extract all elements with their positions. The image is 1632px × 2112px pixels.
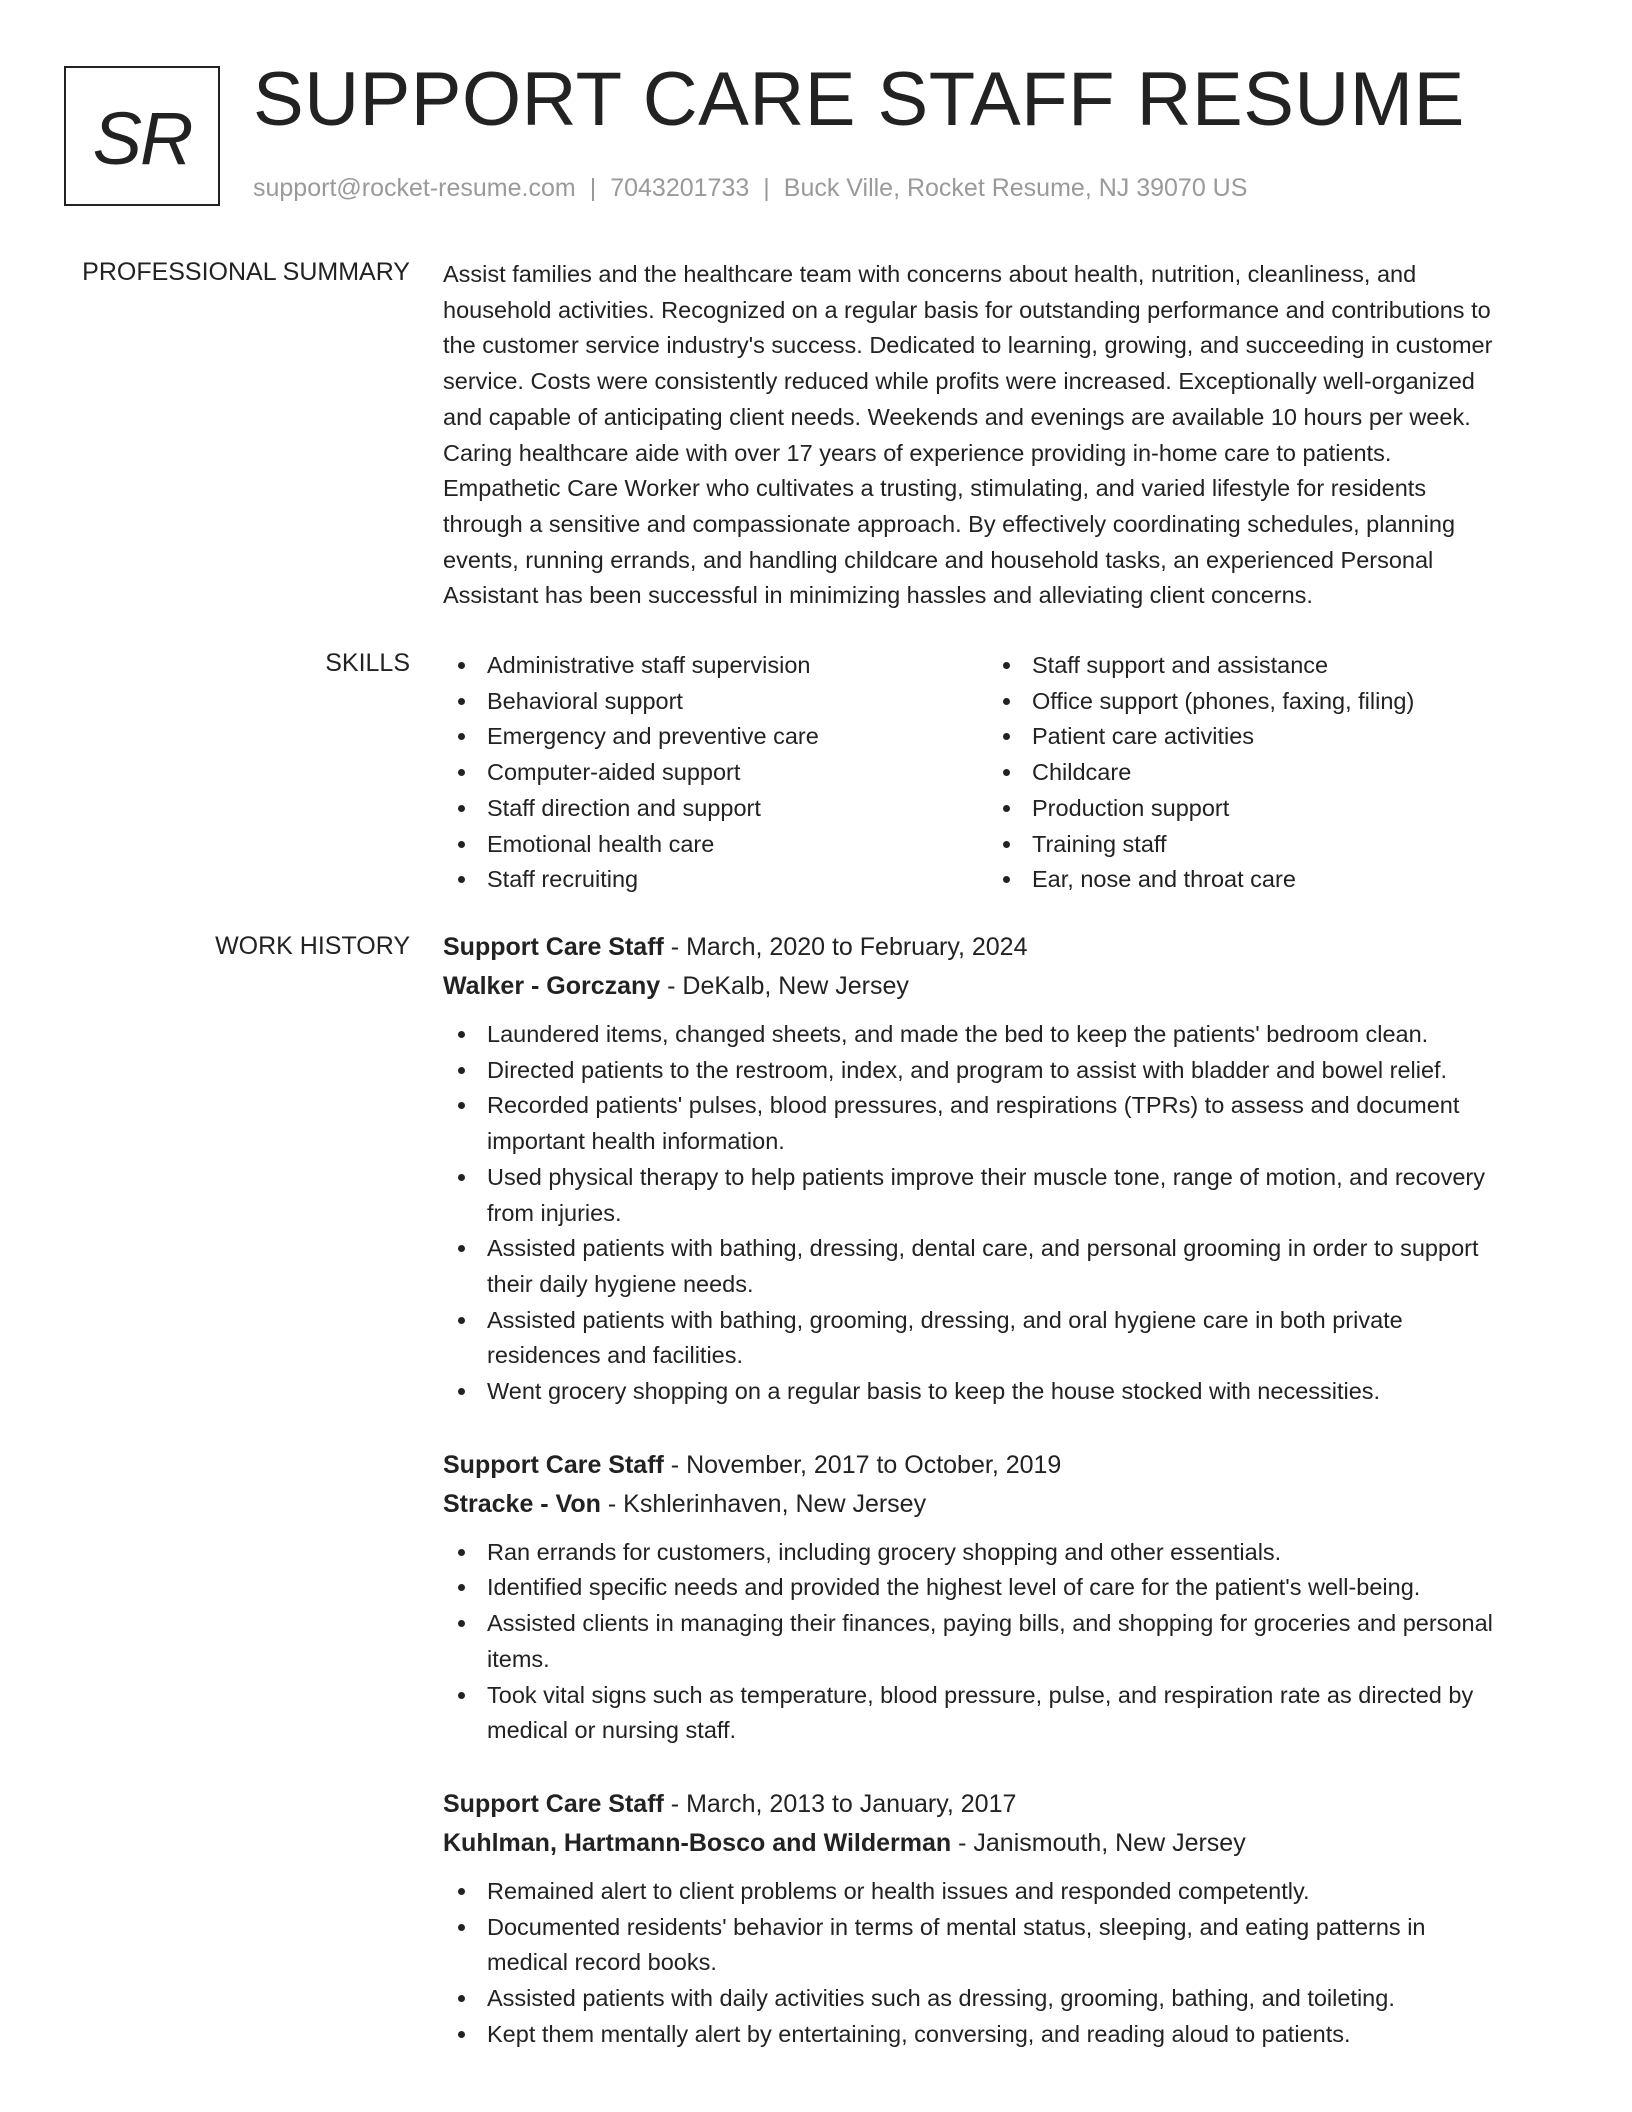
duty-item	[443, 1231, 1563, 1302]
job-dates: - November, 2017 to October, 2019	[663, 1450, 1062, 1479]
section-label-summary: PROFESSIONAL SUMMARY	[82, 258, 410, 286]
monogram-initials: SR	[92, 96, 192, 180]
duty-line: Laundered items, changed sheets, and made the bed to keep the patients' bedroom clean.	[487, 1021, 1429, 1047]
duty-line: Assisted clients in managing their finances, paying bills, and shopping for groceries and personal	[487, 1610, 1493, 1637]
job-company: Walker - Gorczany	[443, 972, 661, 1000]
summary-line: the customer service industry's success. Dedicated to learning, growing, and succeeding in customer	[443, 332, 1493, 359]
skill-item: Computer-aided support	[443, 755, 988, 791]
job-title-line	[443, 1446, 1563, 1485]
skills-grid	[443, 648, 1563, 898]
skill-item: Ear, nose and throat care	[988, 862, 1533, 898]
skill-item: Emergency and preventive care	[443, 719, 988, 755]
duty-item	[443, 2017, 1563, 2053]
job-entry	[443, 1446, 1563, 1749]
job-title-line	[443, 928, 1563, 967]
duty-line: Remained alert to client problems or health issues and responded competently.	[487, 1877, 1310, 1904]
skill-item: Administrative staff supervision	[443, 648, 988, 684]
job-title: Support Care Staff	[443, 1450, 664, 1479]
resume-title: SUPPORT CARE STAFF RESUME	[253, 57, 1465, 142]
job-duties	[443, 1874, 1563, 2053]
job-entry	[443, 928, 1563, 1410]
duty-line: Assisted patients with bathing, grooming, dressing, and oral hygiene care in both private	[487, 1306, 1403, 1333]
skills-column-left	[443, 648, 988, 898]
contact-separator: |	[589, 174, 597, 202]
contact-separator: |	[763, 174, 770, 202]
duty-item	[443, 1303, 1563, 1374]
skill-item: Behavioral support	[443, 684, 988, 720]
duty-item	[443, 1017, 1563, 1053]
duty-line: important health information.	[487, 1128, 785, 1155]
contact-line	[253, 174, 1247, 203]
job-company: Stracke - Von	[443, 1489, 601, 1518]
duty-item	[443, 1678, 1563, 1749]
job-company-line	[443, 1824, 1563, 1863]
duty-line: Assisted patients with bathing, dressing, dental care, and personal grooming in order to support	[487, 1235, 1479, 1262]
job-title-line	[443, 1785, 1563, 1824]
skill-item: Childcare	[988, 755, 1533, 791]
skill-item: Production support	[988, 791, 1533, 827]
skills-column-right	[988, 648, 1533, 898]
contact-phone[interactable]: 7043201733	[610, 174, 750, 202]
section-label-skills: SKILLS	[325, 649, 410, 677]
duty-line: Went grocery shopping on a regular basis to keep the house stocked with necessities.	[487, 1378, 1381, 1405]
job-company-line	[443, 1485, 1563, 1524]
summary-line: Empathetic Care Worker who cultivates a trusting, stimulating, and varied lifestyle for residents	[443, 475, 1427, 502]
job-company: Kuhlman, Hartmann-Bosco and Wilderman	[443, 1828, 952, 1857]
skill-item: Staff direction and support	[443, 791, 988, 827]
summary-line: through a sensitive and compassionate approach. By effectively coordinating schedules, planning	[443, 510, 1456, 537]
job-duties	[443, 1535, 1563, 1749]
skill-item: Emotional health care	[443, 827, 988, 863]
summary-line: Caring healthcare aide with over 17 years of experience providing in-home care to patients.	[443, 439, 1392, 466]
job-location: - DeKalb, New Jersey	[660, 972, 909, 1000]
duty-line: from injuries.	[487, 1199, 622, 1226]
duty-item	[443, 1088, 1563, 1159]
duty-line: Kept them mentally alert by entertaining, conversing, and reading aloud to patients.	[487, 2020, 1351, 2047]
summary-line: service. Costs were consistently reduced while profits were increased. Exceptionally well-organized	[443, 368, 1475, 395]
skill-item: Staff support and assistance	[988, 648, 1533, 684]
duty-line: residences and facilities.	[487, 1342, 744, 1369]
duty-line: Recorded patients' pulses, blood pressures, and respirations (TPRs) to assess and document	[487, 1092, 1460, 1119]
duty-line: Assisted patients with daily activities such as dressing, grooming, bathing, and toileting.	[487, 1985, 1395, 2012]
contact-address: Buck Ville, Rocket Resume, NJ 39070 US	[783, 174, 1248, 202]
duty-line: Directed patients to the restroom, index, and program to assist with bladder and bowel relief.	[487, 1056, 1448, 1083]
work-history	[443, 928, 1563, 2052]
job-company-line	[443, 967, 1563, 1006]
job-entry	[443, 1785, 1563, 2053]
job-dates: - March, 2013 to January, 2017	[663, 1789, 1017, 1818]
duty-item	[443, 1606, 1563, 1677]
duty-item	[443, 1053, 1563, 1089]
duty-item	[443, 1570, 1563, 1606]
duty-item	[443, 1874, 1563, 1910]
summary-line: Assist families and the healthcare team with concerns about health, nutrition, cleanliness, and	[443, 261, 1417, 287]
duty-line: Documented residents' behavior in terms of mental status, sleeping, and eating patterns in	[487, 1913, 1426, 1940]
duty-line: Identified specific needs and provided the highest level of care for the patient's well-being.	[487, 1574, 1421, 1601]
job-title: Support Care Staff	[443, 1789, 664, 1818]
job-dates: - March, 2020 to February, 2024	[663, 933, 1028, 961]
summary-line: Assistant has been successful in minimizing hassles and alleviating client concerns.	[443, 582, 1313, 609]
monogram-box	[64, 66, 220, 206]
summary-line: household activities. Recognized on a regular basis for outstanding performance and contributions to	[443, 296, 1491, 323]
duty-item	[443, 1374, 1563, 1410]
duty-line: medical record books.	[487, 1949, 717, 1976]
summary-line: events, running errands, and handling childcare and household tasks, an experienced Personal	[443, 546, 1434, 573]
duty-line: Took vital signs such as temperature, blood pressure, pulse, and respiration rate as directed by	[487, 1681, 1474, 1708]
duty-line: Ran errands for customers, including grocery shopping and other essentials.	[487, 1538, 1282, 1565]
skill-item: Office support (phones, faxing, filing)	[988, 684, 1533, 720]
summary-line: and capable of anticipating client needs. Weekends and evenings are available 10 hours per week.	[443, 403, 1471, 430]
duty-line: medical or nursing staff.	[487, 1717, 737, 1744]
duty-line: items.	[487, 1645, 550, 1672]
summary-text	[443, 257, 1563, 614]
job-duties	[443, 1017, 1563, 1410]
skill-item: Training staff	[988, 827, 1533, 863]
duty-item	[443, 1981, 1563, 2017]
skill-item: Staff recruiting	[443, 862, 988, 898]
skill-item: Patient care activities	[988, 719, 1533, 755]
contact-email[interactable]: support@rocket-resume.com	[253, 174, 576, 202]
job-location: - Kshlerinhaven, New Jersey	[600, 1489, 927, 1518]
duty-line: their daily hygiene needs.	[487, 1270, 754, 1297]
section-label-work-history: WORK HISTORY	[215, 932, 410, 960]
duty-line: Used physical therapy to help patients improve their muscle tone, range of motion, and recovery	[487, 1163, 1485, 1190]
duty-item	[443, 1535, 1563, 1571]
job-title: Support Care Staff	[443, 933, 664, 961]
duty-item	[443, 1910, 1563, 1981]
job-location: - Janismouth, New Jersey	[951, 1828, 1246, 1857]
duty-item	[443, 1160, 1563, 1231]
